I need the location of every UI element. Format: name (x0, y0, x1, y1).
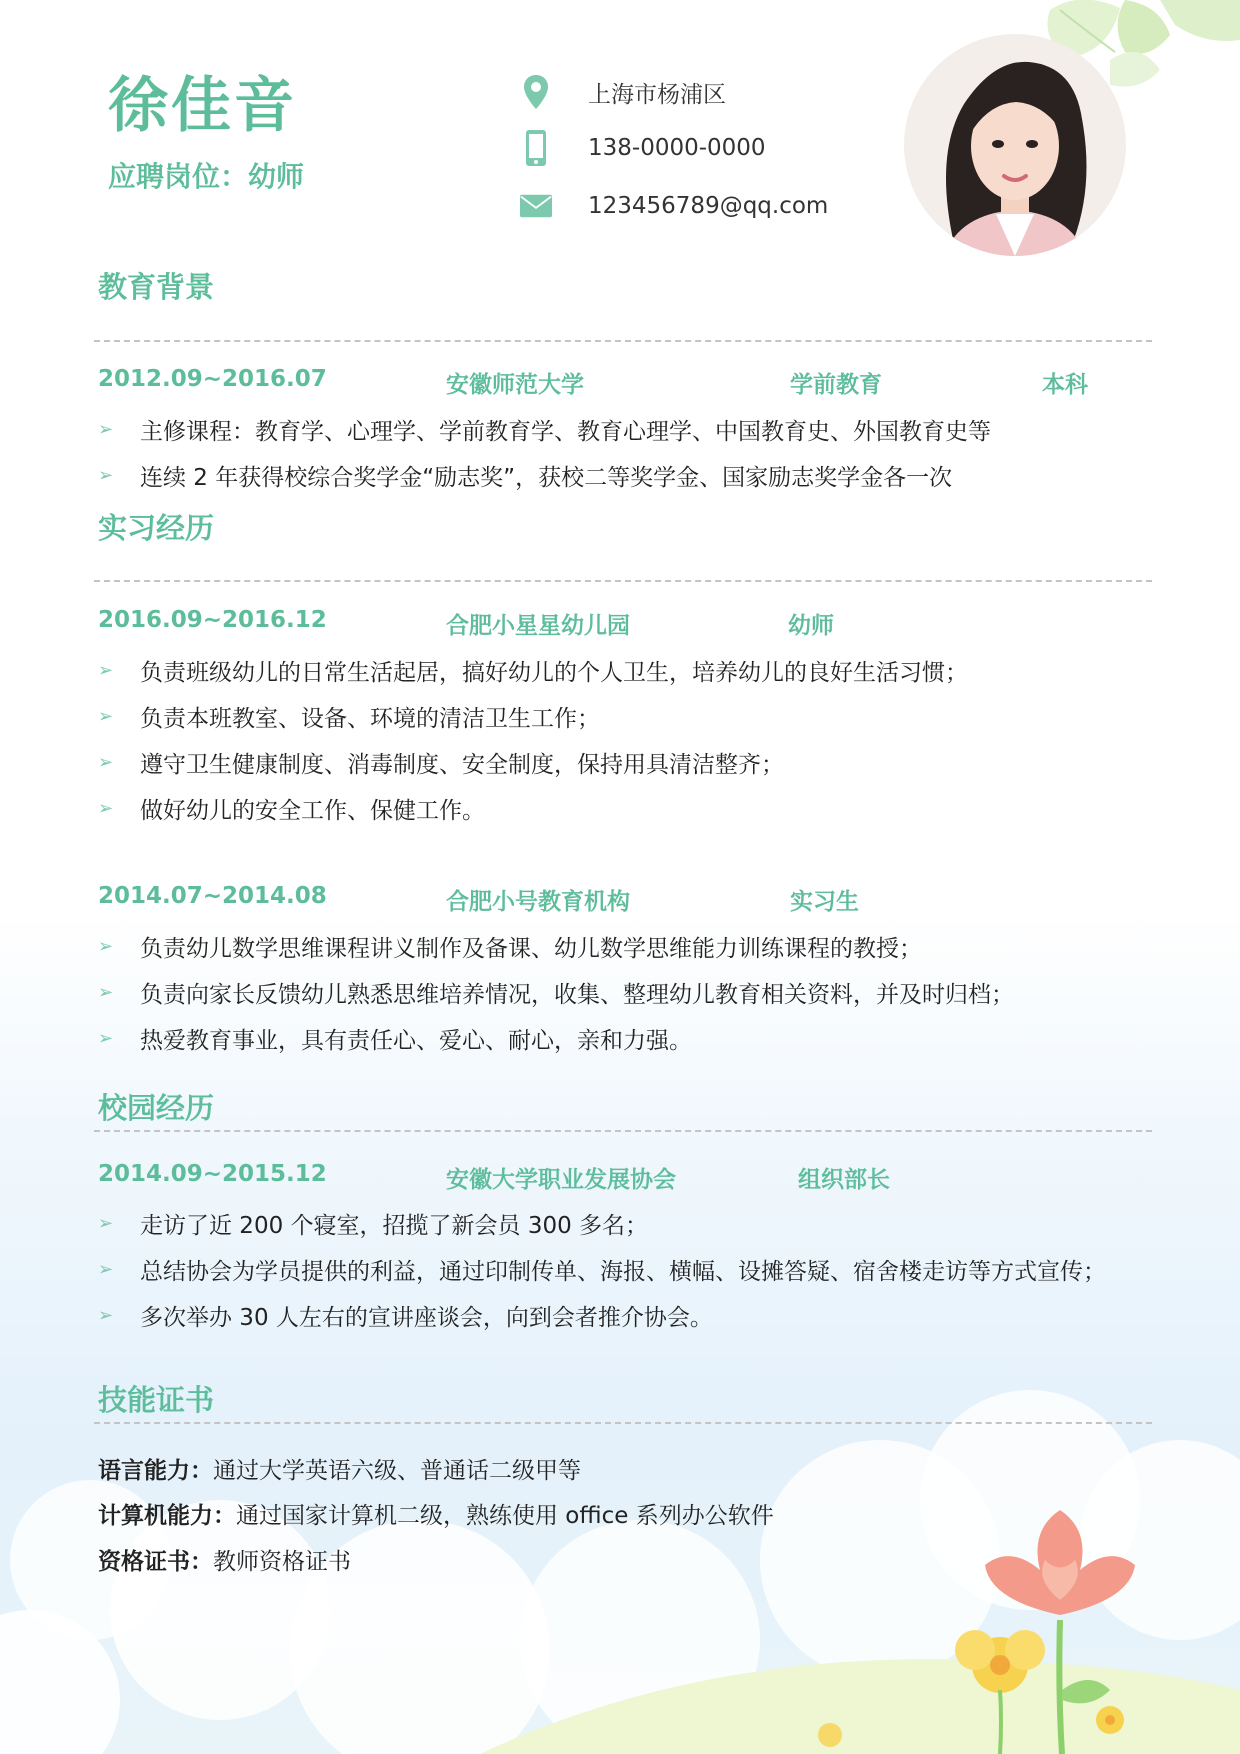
contact-location (520, 72, 726, 112)
skill-item (98, 1452, 581, 1485)
skill-label: 计算机能力： (98, 1503, 236, 1529)
list-item: ➢ 遵守卫生健康制度、消毒制度、安全制度，保持用具清洁整齐； (98, 751, 784, 778)
skill-item (98, 1543, 351, 1576)
entry-degree: 本科 (1042, 372, 1088, 398)
map-pin-icon (520, 72, 552, 112)
skill-value: 教师资格证书 (213, 1549, 351, 1575)
entry-role: 组织部长 (798, 1167, 890, 1193)
section-divider (94, 580, 1152, 582)
list-item: ➢ 多次举办 30 人左右的宣讲座谈会，向到会者推介协会。 (98, 1304, 713, 1331)
education-entry-header (98, 366, 1138, 400)
chevron-right-icon: ➢ (98, 1258, 114, 1280)
entry-role: 实习生 (790, 889, 859, 915)
candidate-name: 徐佳音 (108, 71, 297, 141)
skills-section-title: 技能证书 (98, 1383, 215, 1417)
chevron-right-icon: ➢ (98, 1304, 114, 1326)
chevron-right-icon: ➢ (98, 705, 114, 727)
chevron-right-icon: ➢ (98, 1212, 114, 1234)
contact-phone (520, 128, 766, 168)
chevron-right-icon: ➢ (98, 797, 114, 819)
list-item: ➢ 主修课程：教育学、心理学、学前教育学、教育心理学、中国教育史、外国教育史等 (98, 418, 991, 445)
entry-period: 2012.09~2016.07 (98, 366, 327, 392)
list-item: ➢ 走访了近 200 个寝室，招揽了新会员 300 多名； (98, 1212, 649, 1239)
email-text: 123456789@qq.com (588, 193, 829, 219)
internship-entry-header (98, 883, 1138, 917)
entry-major: 学前教育 (790, 372, 882, 398)
entry-period: 2016.09~2016.12 (98, 607, 327, 633)
list-item: ➢ 做好幼儿的安全工作、保健工作。 (98, 797, 485, 824)
internship-entry-header (98, 607, 1138, 641)
section-divider (94, 1422, 1152, 1424)
skill-label: 语言能力： (98, 1458, 213, 1484)
phone-icon (520, 128, 552, 168)
chevron-right-icon: ➢ (98, 659, 114, 681)
skill-item (98, 1497, 774, 1530)
phone-text: 138-0000-0000 (588, 135, 766, 161)
list-item: ➢ 连续 2 年获得校综合奖学金“励志奖”，获校二等奖学金、国家励志奖学金各一次 (98, 464, 953, 491)
list-item: ➢ 负责幼儿数学思维课程讲义制作及备课、幼儿数学思维能力训练课程的教授； (98, 935, 922, 962)
skill-value: 通过国家计算机二级，熟练使用 office 系列办公软件 (236, 1503, 774, 1529)
section-divider (94, 340, 1152, 342)
chevron-right-icon: ➢ (98, 981, 114, 1003)
section-divider (94, 1130, 1152, 1132)
chevron-right-icon: ➢ (98, 464, 114, 486)
education-section-title: 教育背景 (98, 270, 215, 304)
entry-org: 合肥小星星幼儿园 (446, 613, 630, 639)
skill-value: 通过大学英语六级、普通话二级甲等 (213, 1458, 581, 1484)
list-item: ➢ 热爱教育事业，具有责任心、爱心、耐心，亲和力强。 (98, 1027, 692, 1054)
entry-org: 安徽大学职业发展协会 (446, 1167, 676, 1193)
internship-section-title: 实习经历 (98, 511, 215, 545)
list-item: ➢ 负责本班教室、设备、环境的清洁卫生工作； (98, 705, 600, 732)
campus-section-title: 校园经历 (98, 1091, 215, 1125)
location-text: 上海市杨浦区 (588, 81, 726, 108)
skill-label: 资格证书： (98, 1549, 213, 1575)
entry-period: 2014.07~2014.08 (98, 883, 327, 909)
profile-photo (904, 34, 1126, 256)
entry-school: 安徽师范大学 (446, 372, 584, 398)
mail-icon (520, 186, 552, 226)
list-item: ➢ 负责班级幼儿的日常生活起居，搞好幼儿的个人卫生，培养幼儿的良好生活习惯； (98, 659, 968, 686)
chevron-right-icon: ➢ (98, 418, 114, 440)
job-title: 应聘岗位：幼师 (108, 160, 305, 193)
entry-role: 幼师 (788, 613, 834, 639)
chevron-right-icon: ➢ (98, 935, 114, 957)
contact-email (520, 186, 828, 226)
entry-period: 2014.09~2015.12 (98, 1161, 327, 1187)
entry-org: 合肥小号教育机构 (446, 889, 630, 915)
chevron-right-icon: ➢ (98, 751, 114, 773)
list-item: ➢ 总结协会为学员提供的利益，通过印制传单、海报、横幅、设摊答疑、宿舍楼走访等方式宣传； (98, 1258, 1106, 1285)
list-item: ➢ 负责向家长反馈幼儿熟悉思维培养情况，收集、整理幼儿教育相关资料，并及时归档； (98, 981, 1014, 1008)
chevron-right-icon: ➢ (98, 1027, 114, 1049)
campus-entry-header (98, 1161, 1138, 1195)
